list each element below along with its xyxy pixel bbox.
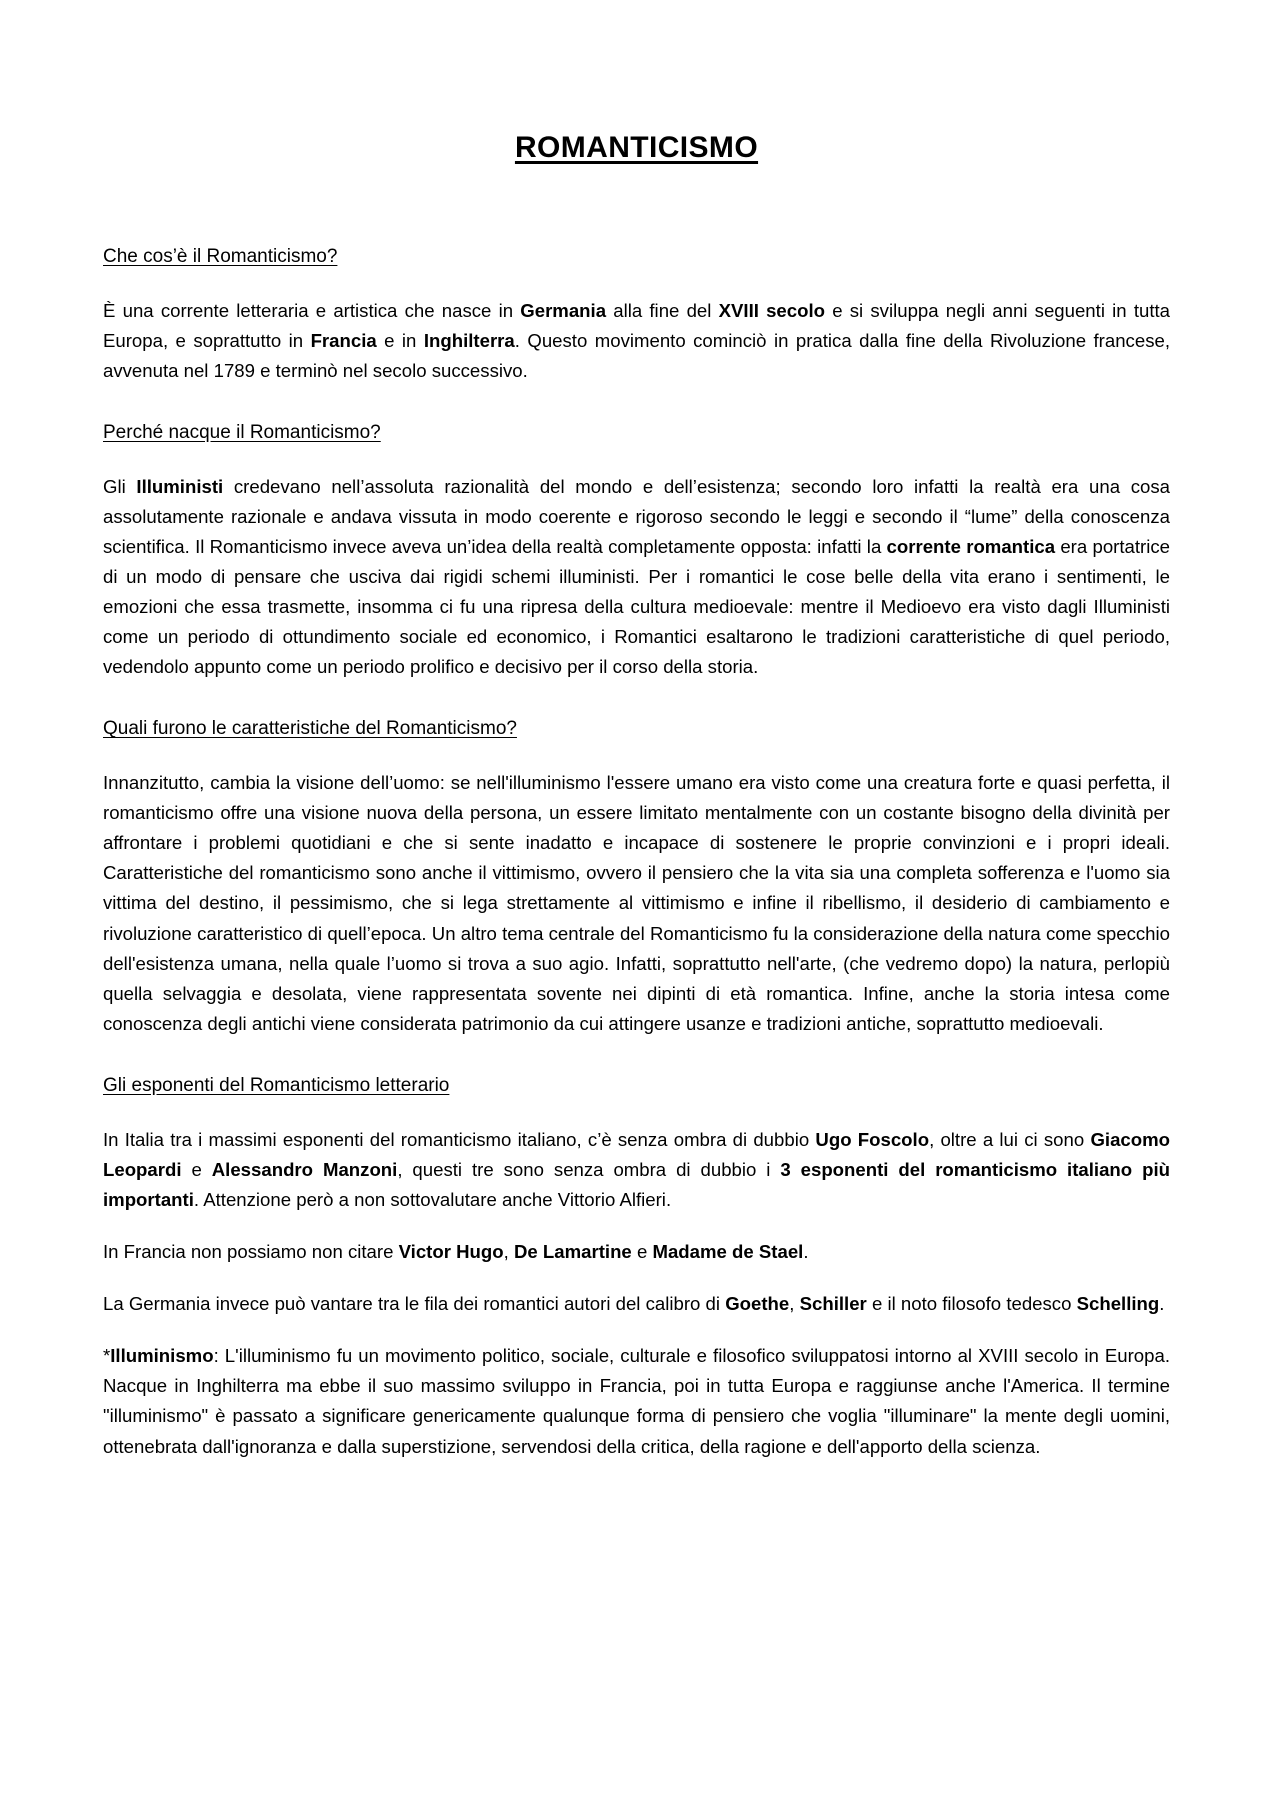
- emphasis-text: Madame de Stael: [652, 1240, 804, 1262]
- section-heading-quali-furono-le-caratteristiche: [103, 716, 1170, 742]
- spacer: [103, 270, 1170, 296]
- emphasis-text: Illuminismo: [110, 1345, 214, 1367]
- emphasis-text: Giacomo Leopardi: [103, 1128, 1170, 1180]
- plain-text: Gli: [103, 475, 137, 497]
- plain-text: Innanzitutto, cambia la visione dell’uomo: se nell'illuminismo l'essere umano era visto come una creatura forte e quasi perfetta, il romanticismo offre una visione nuova della persona, un essere limitato mentalmente con un costante bisogno della divinità per affrontare i problemi quotidiani e che si sente inadatto e incapace di sostenere le proprie convinzioni e i propri ideali. Caratteristiche del romanticismo sono anche il vittimismo, ovvero il pensiero che la vita sia una completa sofferenza e l'uomo sia vittima del destino, il pessimismo, che si lega strettamente al vittimismo e infine il ribellismo, il desiderio di cambiamento e rivoluzione caratteristico di quell’epoca. Un altro tema centrale del Romanticismo fu la considerazione della natura come specchio dell'esistenza umana, nella quale l’uomo si trova a suo agio. Infatti, soprattutto nell'arte, (che vedremo dopo) la natura, perlopiù quella selvaggia e desolata, viene rappresentata sovente nei dipinti di età romantica. Infine, anche la storia intesa come conoscenza degli antichi viene considerata patrimonio da cui attingere usanze e tradizioni antiche, soprattutto medioevali.: [103, 772, 1170, 1034]
- section-heading-che-cose-il-romanticismo: [103, 244, 1170, 270]
- plain-text: .: [803, 1240, 809, 1262]
- section-heading-text: Perché nacque il Romanticismo?: [103, 421, 381, 443]
- emphasis-text: Germania: [520, 299, 607, 321]
- plain-text: La Germania invece può vantare tra le fila dei romantici autori del calibro di: [103, 1293, 726, 1315]
- plain-text: alla fine del: [606, 299, 719, 321]
- plain-text: credevano nell’assoluta razionalità del mondo e dell’esistenza; secondo loro infatti la realtà era una cosa assolutamente razionale e andava vissuta in modo coerente e rigoroso secondo le leggi e secondo il “lume” della conoscenza scientifica. Il Romanticismo invece aveva un’idea della realtà completamente opposta: infatti la: [103, 475, 1170, 557]
- emphasis-text: 3 esponenti del romanticismo italiano più importanti: [103, 1158, 1170, 1210]
- plain-text: In Francia non possiamo non citare: [103, 1240, 399, 1262]
- emphasis-text: Schelling: [1076, 1293, 1160, 1315]
- plain-text: e il noto filosofo tedesco: [866, 1293, 1077, 1315]
- plain-text: , questi tre sono senza ombra di dubbio i: [397, 1158, 781, 1180]
- plain-text: e: [181, 1158, 212, 1180]
- plain-text: ,: [789, 1293, 800, 1315]
- emphasis-text: Francia: [310, 329, 377, 351]
- page-title: [103, 130, 1170, 166]
- plain-text: . Questo movimento cominciò in pratica dalla fine della Rivoluzione francese, avvenuta nel 1789 e terminò nel secolo successivo.: [103, 329, 1171, 381]
- plain-text: . Attenzione però a non sottovalutare anche Vittorio Alfieri.: [193, 1188, 672, 1210]
- section-heading-gli-esponenti-del-romanticismo-letterario: [103, 1073, 1170, 1099]
- paragraph: [103, 1237, 1170, 1267]
- plain-text: ,: [503, 1240, 514, 1262]
- emphasis-text: Victor Hugo: [398, 1240, 504, 1262]
- page-title-text: ROMANTICISMO: [514, 131, 759, 164]
- plain-text: .: [1159, 1293, 1165, 1315]
- emphasis-text: Alessandro Manzoni: [211, 1158, 398, 1180]
- paragraph: [103, 1125, 1170, 1215]
- plain-text: *: [103, 1345, 111, 1367]
- plain-text: e si sviluppa negli anni seguenti in tutta Europa, e soprattutto in: [103, 299, 1170, 351]
- paragraph: [103, 1289, 1170, 1319]
- section-heading-text: Che cos’è il Romanticismo?: [103, 246, 338, 267]
- emphasis-text: De Lamartine: [513, 1240, 632, 1262]
- spacer: [103, 446, 1170, 472]
- section-heading-text: Quali furono le caratteristiche del Romanticismo?: [103, 718, 517, 740]
- plain-text: : L'illuminismo fu un movimento politico, sociale, culturale e filosofico sviluppatosi intorno al XVIII secolo in Europa. Nacque in Inghilterra ma ebbe il suo massimo sviluppo in Francia, poi in tutta Europa e raggiunse anche l'America. Il termine "illuminismo" è passato a significare genericamente qualunque forma di pensiero che voglia "illuminare" la mente degli uomini, ottenebrata dall'ignoranza e dalla superstizione, servendosi della critica, della ragione e dell'apporto della scienza.: [103, 1345, 1170, 1457]
- spacer: [103, 1039, 1170, 1073]
- emphasis-text: corrente romantica: [886, 535, 1056, 557]
- plain-text: In Italia tra i massimi esponenti del romanticismo italiano, c’è senza ombra di dubbio: [103, 1128, 816, 1150]
- emphasis-text: Illuministi: [136, 475, 224, 497]
- plain-text: e: [631, 1240, 653, 1262]
- spacer: [103, 1215, 1170, 1237]
- spacer: [103, 1319, 1170, 1341]
- spacer: [103, 742, 1170, 768]
- spacer: [103, 1267, 1170, 1289]
- plain-text: era portatrice di un modo di pensare che usciva dai rigidi schemi illuministi. Per i romantici le cose belle della vita erano i sentimenti, le emozioni che essa trasmette, insomma ci fu una ripresa della cultura medioevale: mentre il Medioevo era visto dagli Illuministi come un periodo di ottundimento sociale ed economico, i Romantici esaltarono le tradizioni caratteristiche di quel periodo, vedendolo appunto come un periodo prolifico e decisivo per il corso della storia.: [103, 535, 1170, 678]
- emphasis-text: Ugo Foscolo: [815, 1128, 930, 1150]
- spacer: [103, 1099, 1170, 1125]
- paragraph: [103, 296, 1170, 386]
- plain-text: e in: [376, 329, 424, 351]
- paragraph: [103, 768, 1170, 1039]
- emphasis-text: Goethe: [725, 1293, 790, 1315]
- paragraph: [103, 472, 1170, 683]
- emphasis-text: Inghilterra: [423, 329, 515, 351]
- plain-text: È una corrente letteraria e artistica che nasce in: [103, 299, 521, 321]
- section-heading-perche-nacque-il-romanticismo: [103, 420, 1170, 446]
- plain-text: , oltre a lui ci sono: [929, 1128, 1091, 1150]
- spacer: [103, 386, 1170, 420]
- spacer: [103, 682, 1170, 716]
- emphasis-text: Schiller: [799, 1293, 867, 1315]
- emphasis-text: XVIII secolo: [718, 299, 826, 321]
- section-heading-text: Gli esponenti del Romanticismo letterario: [103, 1075, 450, 1096]
- spacer: [103, 166, 1170, 244]
- paragraph: [103, 1341, 1170, 1461]
